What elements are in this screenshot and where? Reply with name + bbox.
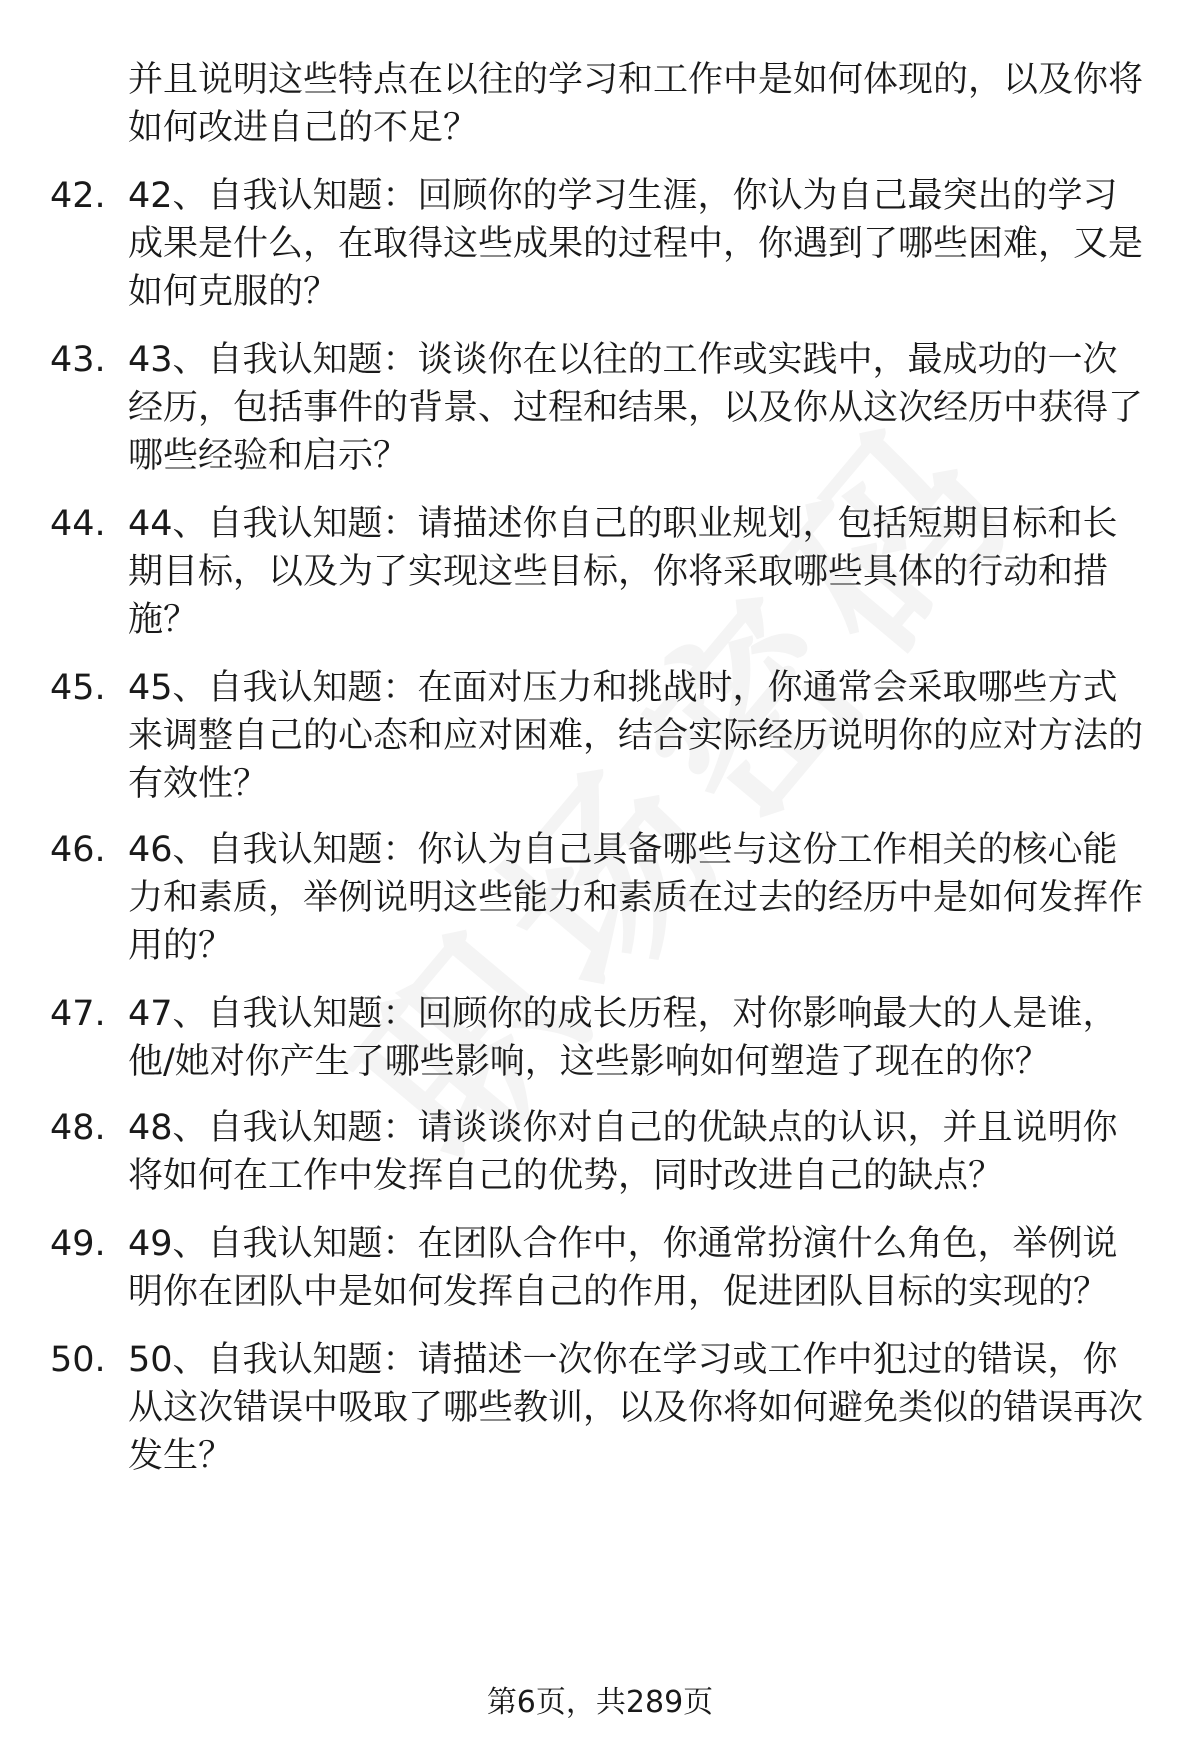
list-item-text: 43、自我认知题：谈谈你在以往的工作或实践中，最成功的一次经历，包括事件的背景、过程和结果，以及你从这次经历中获得了哪些经验和启示？ [128, 340, 1144, 476]
page-footer: 第6页，共289页 [486, 1685, 714, 1720]
list-item-number: 49. [50, 1224, 106, 1264]
list-item-text: 47、自我认知题：回顾你的成长历程，对你影响最大的人是谁，他/她对你产生了哪些影响，这些影响如何塑造了现在的你？ [128, 994, 1118, 1082]
list-item-text: 49、自我认知题：在团队合作中，你通常扮演什么角色，举例说明你在团队中是如何发挥自己的作用，促进团队目标的实现的？ [128, 1224, 1118, 1312]
list-item-text: 48、自我认知题：请谈谈你对自己的优缺点的认识，并且说明你将如何在工作中发挥自己的优势，同时改进自己的缺点？ [128, 1108, 1118, 1196]
list-item-text: 42、自我认知题：回顾你的学习生涯，你认为自己最突出的学习成果是什么，在取得这些成果的过程中，你遇到了哪些困难，又是如何克服的？ [128, 176, 1144, 312]
list-item-number: 44. [50, 504, 106, 544]
list-item-text: 46、自我认知题：你认为自己具备哪些与这份工作相关的核心能力和素质，举例说明这些能力和素质在过去的经历中是如何发挥作用的？ [128, 830, 1144, 966]
list-item-number: 46. [50, 830, 106, 870]
list-item-number: 45. [50, 668, 106, 708]
list-item-text: 45、自我认知题：在面对压力和挑战时，你通常会采取哪些方式来调整自己的心态和应对困难，结合实际经历说明你的应对方法的有效性？ [128, 668, 1144, 804]
list-item-number: 50. [50, 1340, 106, 1380]
list-item-number: 47. [50, 994, 106, 1034]
list-item-number: 43. [50, 340, 106, 380]
list-item-number: 48. [50, 1108, 106, 1148]
list-item-text: 44、自我认知题：请描述你自己的职业规划，包括短期目标和长期目标，以及为了实现这些目标，你将采取哪些具体的行动和措施？ [128, 504, 1118, 640]
intro-paragraph: 并且说明这些特点在以往的学习和工作中是如何体现的，以及你将如何改进自己的不足？ [128, 60, 1144, 148]
list-item-text: 50、自我认知题：请描述一次你在学习或工作中犯过的错误，你从这次错误中吸取了哪些教训，以及你将如何避免类似的错误再次发生？ [128, 1340, 1144, 1476]
list-item-number: 42. [50, 176, 106, 216]
